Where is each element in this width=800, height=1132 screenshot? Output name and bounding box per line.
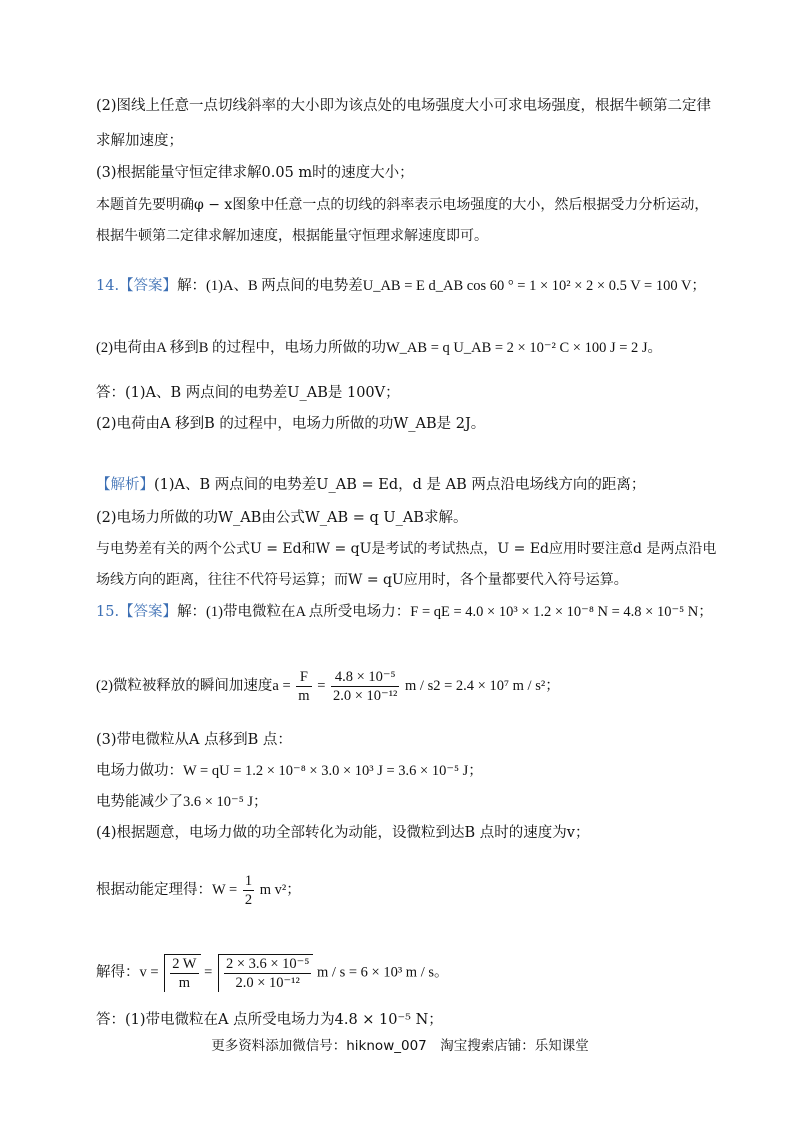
- denominator: 2.0 × 10⁻¹²: [333, 688, 398, 704]
- numerator: 4.8 × 10⁻⁵: [331, 668, 399, 687]
- kinetic-energy-equation: [96, 872, 301, 909]
- velocity-equation: [96, 954, 449, 992]
- text-line: (4)根据题意，电场力做的功全部转化为动能，设微粒到达B 点时的速度为v；: [96, 825, 590, 841]
- q15-answer-line: [96, 602, 713, 622]
- denominator: m: [298, 688, 310, 704]
- acceleration-equation: [96, 668, 560, 705]
- page-footer: 更多资料添加微信号：hiknow_007 淘宝搜索店铺：乐知课堂: [211, 1038, 589, 1054]
- answer-tag: 14.【答案】: [96, 278, 178, 294]
- answer-tag: 15.【答案】: [96, 604, 178, 620]
- equation-suffix: m v²；: [259, 881, 301, 898]
- text-line: (3)根据能量守恒定律求解0.05 m时的速度大小；: [96, 165, 414, 181]
- numerator: 1: [244, 873, 253, 889]
- text-line: 场线方向的距离，往往不代符号运算；而W = qU应用时，各个量都要代入符号运算。: [96, 572, 628, 588]
- denominator: 2: [244, 892, 253, 908]
- text: (1)A、B 两点间的电势差U_AB = Ed，d 是 AB 两点沿电场线方向的距离；: [154, 477, 646, 493]
- equation: 解：(1)带电微粒在A 点所受电场力：F = qE = 4.0 × 10³ × 1.2 × 10⁻⁸ N = 4.8 × 10⁻⁵ N；: [177, 604, 713, 620]
- square-root: [164, 954, 200, 992]
- fraction: [243, 872, 254, 909]
- text-line: 根据牛顿第二定律求解加速度，根据能量守恒理求解速度即可。: [96, 228, 488, 244]
- denominator: m: [178, 975, 190, 991]
- equation: 解：(1)A、B 两点间的电势差U_AB = E d_AB cos 60 ° = 1 × 10² × 2 × 0.5 V = 100 V；: [177, 278, 706, 294]
- fraction: [170, 955, 198, 992]
- equation-prefix: 解得：v =: [96, 964, 159, 981]
- equation-prefix: 根据动能定理得：W =: [96, 881, 238, 898]
- denominator: 2.0 × 10⁻¹²: [235, 975, 300, 991]
- equation: 电势能减少了3.6 × 10⁻⁵ J；: [96, 794, 268, 810]
- equation-prefix: (2)微粒被释放的瞬间加速度a =: [96, 677, 291, 694]
- text-line: (2)图线上任意一点切线斜率的大小即为该点处的电场强度大小可求电场强度，根据牛顿第二定律: [96, 98, 712, 114]
- equals: =: [317, 677, 326, 694]
- text-line: (2)电场力所做的功W_AB由公式W_AB = q U_AB求解。: [96, 510, 468, 526]
- text-line: (2)电荷由A 移到B 的过程中，电场力所做的功W_AB是 2J。: [96, 416, 486, 432]
- q14-answer-line: [96, 276, 706, 296]
- numerator: 2 W: [172, 956, 197, 972]
- fraction: [224, 955, 311, 992]
- equation-suffix: m / s2 = 2.4 × 10⁷ m / s²；: [405, 677, 560, 694]
- text-line: (3)带电微粒从A 点移到B 点：: [96, 732, 292, 748]
- numerator: 2 × 3.6 × 10⁻⁵: [225, 956, 310, 972]
- analysis-tag: 【解析】: [96, 477, 154, 493]
- fraction: [331, 668, 399, 705]
- text-line: 求解加速度；: [96, 133, 183, 149]
- equation: (2)电荷由A 移到B 的过程中，电场力所做的功W_AB = q U_AB = 2 × 10⁻² C × 100 J = 2 J。: [96, 340, 663, 356]
- equals: =: [204, 964, 213, 981]
- analysis-line: [96, 475, 645, 495]
- equation: 电场力做功：W = qU = 1.2 × 10⁻⁸ × 3.0 × 10³ J = 3.6 × 10⁻⁵ J；: [96, 763, 483, 779]
- fraction: [296, 668, 311, 705]
- text-line: 与电势差有关的两个公式U = Ed和W = qU是考试的考试热点，U = Ed应用时要注意d 是两点沿电: [96, 541, 717, 557]
- text-line: 答：(1)A、B 两点间的电势差U_AB是 100V；: [96, 385, 400, 401]
- equation-suffix: m / s = 6 × 10³ m / s。: [317, 964, 449, 981]
- text-line: 本题首先要明确φ − x图象中任意一点的切线的斜率表示电场强度的大小，然后根据受力分析运动，: [96, 197, 709, 213]
- square-root: [218, 954, 313, 992]
- numerator: F: [296, 668, 311, 687]
- text-line: 答：(1)带电微粒在A 点所受电场力为4.8 × 10⁻⁵ N；: [96, 1012, 443, 1028]
